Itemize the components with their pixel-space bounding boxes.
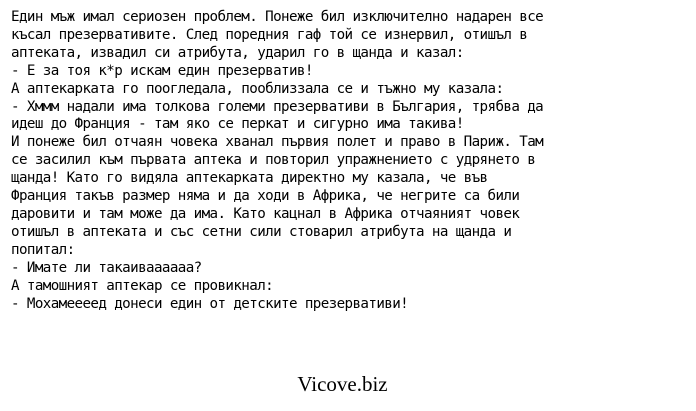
joke-line: И понеже бил отчаян човека хванал първия полет и право в Париж. Там	[11, 134, 544, 151]
joke-line: - Е за тоя к*р искам един презерватив!	[11, 62, 313, 79]
joke-line: - Хммм надали има толкова големи презервативи в България, трябва да	[11, 98, 544, 115]
joke-line: късал презервативите. След поредния гаф той се изнервил, отишъл в	[11, 26, 528, 43]
joke-line: даровити и там може да има. Като кацнал в Африка отчаяният човек	[11, 205, 520, 222]
joke-line: щанда! Като го видяла аптекарката директно му казала, че във	[11, 170, 488, 187]
joke-line: се засилил към първата аптека и повторил упражнението с удрянето в	[11, 152, 536, 169]
joke-line: - Имате ли такаиваааааа?	[11, 259, 202, 276]
joke-line: отишъл в аптеката и със сетни сили стоварил атрибута на щанда и	[11, 223, 512, 240]
joke-line: Франция такъв размер няма и да ходи в Африка, че негрите са били	[11, 188, 520, 205]
joke-line: А аптекарката го поогледала, пооблиззала се и тъжно му казала:	[11, 80, 504, 97]
joke-line: - Мохамеееед донеси един от детските презервативи!	[11, 295, 409, 312]
joke-line: А тамошният аптекар се провикнал:	[11, 277, 274, 294]
joke-line: идеш до Франция - там яко се перкат и сигурно има такива!	[11, 116, 464, 133]
joke-text	[11, 9, 691, 313]
site-watermark: Vicove.biz	[297, 372, 388, 396]
joke-line: аптеката, извадил си атрибута, ударил го в щанда и казал:	[11, 44, 464, 61]
joke-line: Един мъж имал сериозен проблем. Понеже бил изключително надарен все	[11, 9, 544, 25]
joke-line: попитал:	[11, 241, 75, 258]
